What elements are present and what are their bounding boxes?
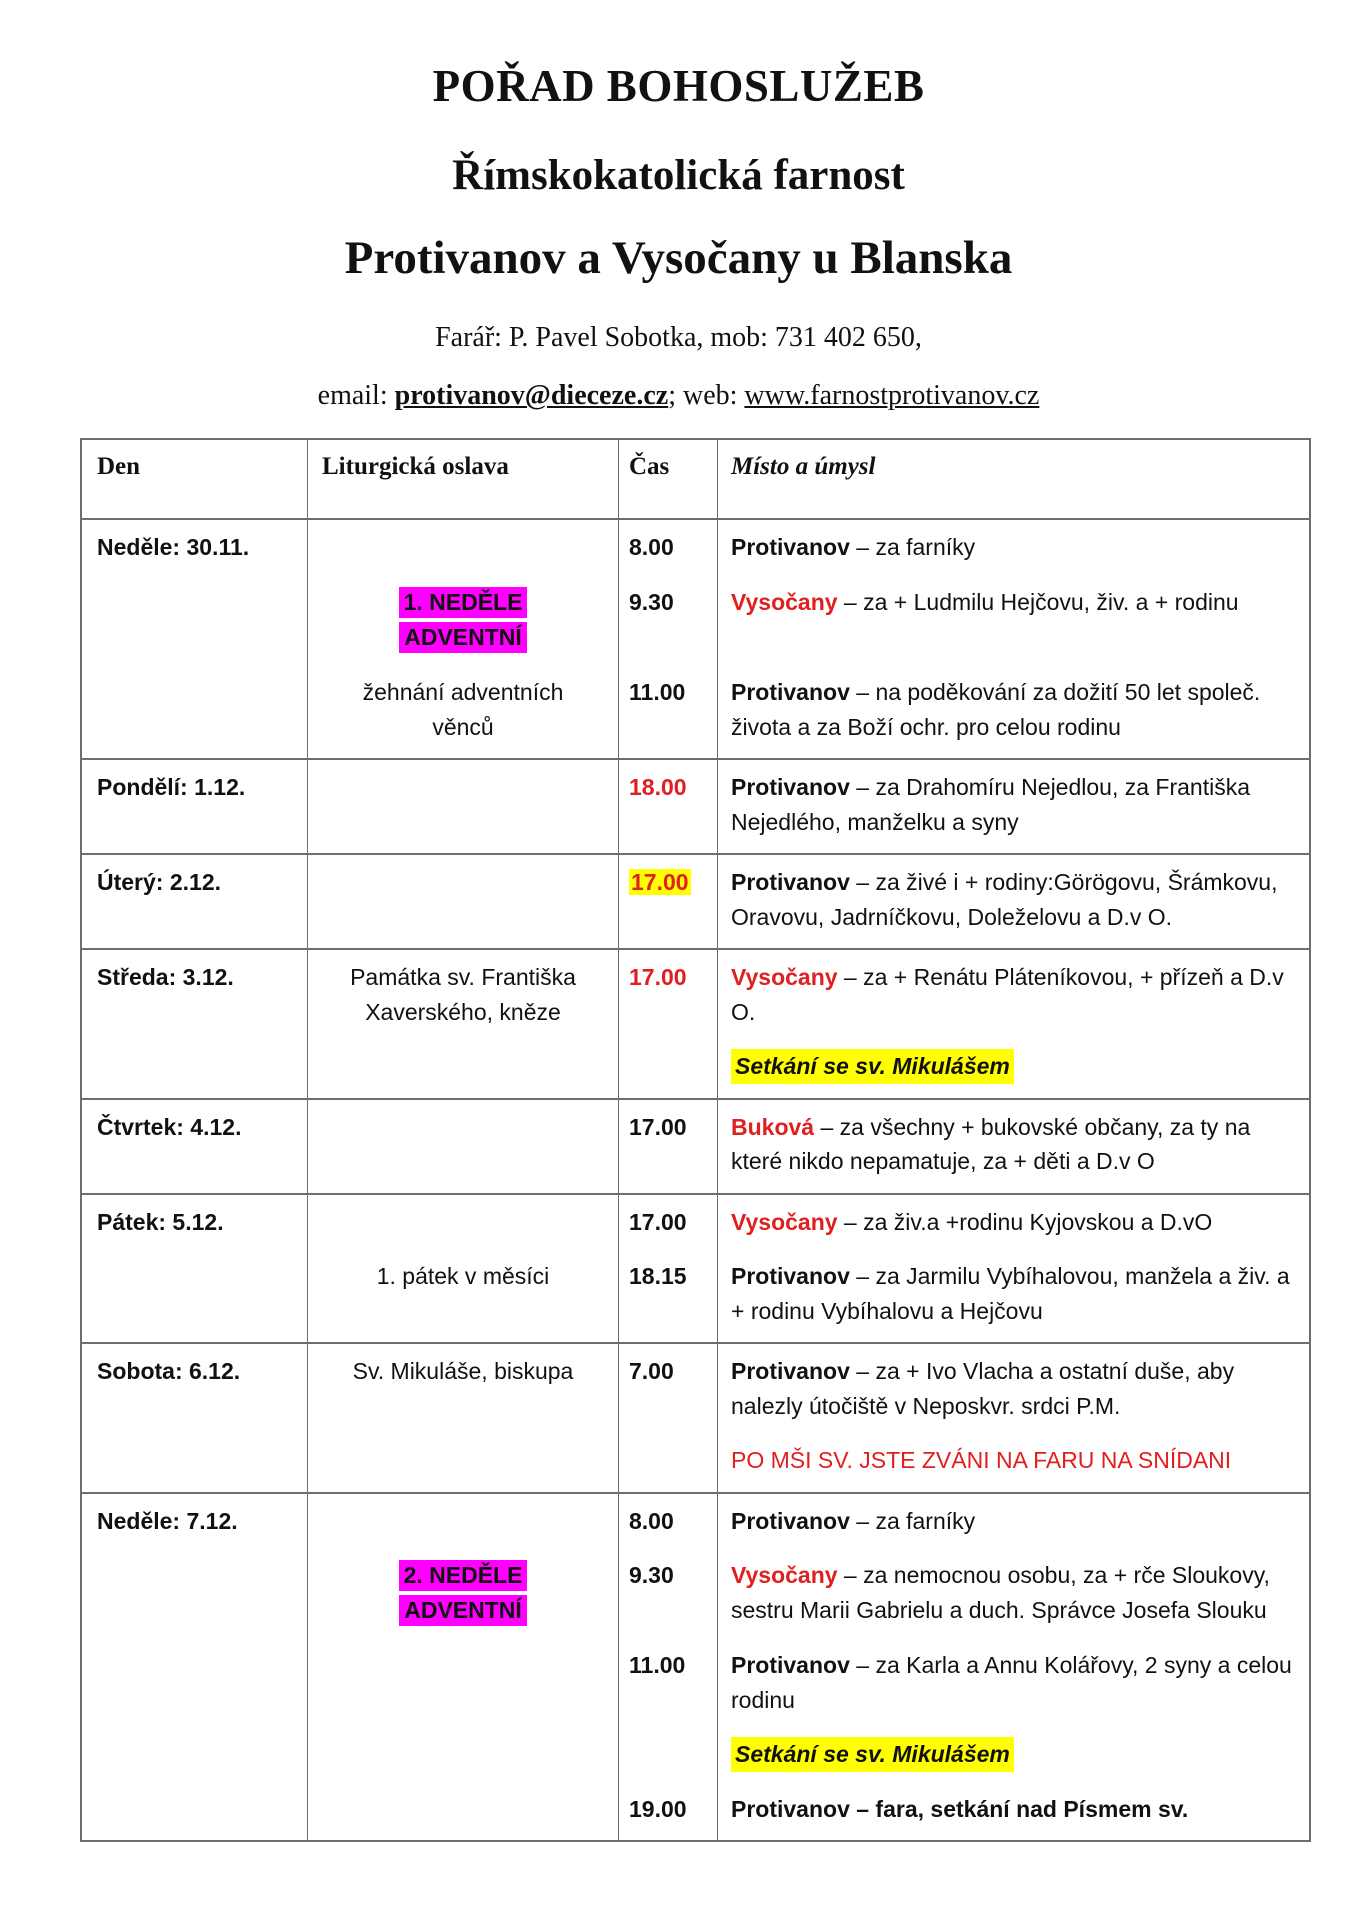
intention-text: – za Karla a Annu Kolářovy, 2 syny a celou rodinu [731,1652,1292,1713]
time-value: 9.30 [629,1562,674,1589]
liturgy-cell [307,1344,618,1443]
intention-cell [717,855,1309,948]
intention-cell [717,1494,1309,1559]
table-subrow [82,1648,1309,1737]
table-subrow [82,1195,1309,1260]
day-cell [82,1259,307,1342]
table-subrow [82,1792,1309,1841]
day-label: Neděle: 7.12. [97,1507,238,1534]
liturgy-line [316,620,610,655]
place-name: Protivanov [731,679,850,706]
note-highlight: Setkání se sv. Mikulášem [731,1049,1014,1084]
liturgy-text: žehnání adventních [362,679,564,706]
liturgy-cell [307,1100,618,1193]
table-row [82,853,1309,948]
liturgy-line [316,960,610,995]
column-header-den: Den [97,453,141,481]
email-label: email: [317,380,395,412]
liturgy-text: 1. pátek v měsíci [376,1263,550,1290]
intention-text: – za + Ivo Vlacha a ostatní duše, aby nalezly útočiště v Neposkvr. srdci P.M. [731,1358,1235,1419]
table-subrow [82,1737,1309,1792]
place-name: Protivanov [731,534,850,561]
table-subrow [82,1259,1309,1342]
intention-text: – za + Ludmilu Hejčovu, živ. a + rodinu [837,588,1239,615]
column-header-misto-a-umysl: Místo a úmysl [717,440,1309,518]
day-label: Úterý: 2.12. [97,869,222,896]
time-value: 11.00 [629,1652,686,1679]
day-cell [82,520,307,585]
time-cell [618,1344,717,1443]
time-value: 18.00 [629,774,687,801]
liturgy-line [316,710,610,745]
intention-cell [717,950,1309,1049]
intention-text: – za živé i + rodiny:Görögovu, Šrámkovu, Oravovu, Jadrníčkovu, Doleželovu a D.v O. [731,869,1278,930]
time-value: 9.30 [629,588,674,615]
place-name: Protivanov [731,1358,850,1385]
parish-subtitle: Římskokatolická farnost [452,151,905,199]
intention-cell [717,1648,1309,1737]
time-cell [618,1049,717,1098]
liturgy-cell [307,675,618,758]
day-cell [82,675,307,758]
place-name: Protivanov [731,1263,850,1290]
liturgy-cell [307,1259,618,1342]
day-cell [82,1049,307,1098]
intention-cell [717,1344,1309,1443]
table-subrow [82,1100,1309,1193]
contact-line [0,380,1357,412]
place-name: Vysočany [731,588,838,615]
liturgy-line [316,1558,610,1593]
table-subrow [82,1344,1309,1443]
liturgy-cell [307,950,618,1049]
liturgy-line [316,1259,610,1294]
intention-text: – na poděkování za dožití 50 let společ. života a za Boží ochr. pro celou rodinu [731,679,1261,740]
table-subrow [82,1049,1309,1098]
liturgy-text: Xaverského, kněze [365,998,561,1025]
table-row [82,1492,1309,1841]
place-name: Protivanov [731,869,850,896]
day-cell [82,1344,307,1443]
time-cell [618,1195,717,1260]
table-row [82,1193,1309,1343]
document-header [0,0,1357,412]
day-cell [82,1494,307,1559]
table-subrow [82,520,1309,585]
intention-text: – za živ.a +rodinu Kyjovskou a D.vO [837,1208,1213,1235]
time-cell [618,1443,717,1492]
table-subrow [82,1558,1309,1648]
day-cell [82,585,307,675]
intention-cell [717,1259,1309,1342]
table-subrow [82,1443,1309,1492]
liturgy-cell [307,520,618,585]
table-row [82,518,1309,758]
time-cell [618,1648,717,1737]
liturgy-text: ADVENTNÍ [399,1595,527,1626]
announcement-text: PO MŠI SV. JSTE ZVÁNI NA FARU NA SNÍDANI [731,1447,1232,1474]
intention-cell [717,585,1309,675]
web-label: ; web: [668,380,745,412]
time-value: 8.00 [629,1507,674,1534]
day-label: Čtvrtek: 4.12. [97,1113,242,1140]
schedule-table [80,438,1311,1842]
table-row [82,948,1309,1098]
table-header-row [82,440,1309,518]
table-subrow [82,950,1309,1049]
time-cell [618,520,717,585]
liturgy-cell [307,1648,618,1737]
intention-cell [717,1100,1309,1193]
time-cell [618,1737,717,1792]
time-cell [618,1558,717,1648]
liturgy-line [316,1593,610,1628]
place-name: Vysočany [731,964,838,991]
intention-cell [717,760,1309,853]
day-cell [82,1792,307,1841]
liturgy-line [316,675,610,710]
table-subrow [82,855,1309,948]
time-value: 8.00 [629,534,674,561]
time-cell [618,1494,717,1559]
liturgy-cell [307,855,618,948]
liturgy-cell [307,1737,618,1792]
liturgy-cell [307,1558,618,1648]
table-row [82,1342,1309,1492]
liturgy-text: Památka sv. Františka [350,964,576,991]
column-header-cas: Čas [618,440,717,518]
place-name: Vysočany [731,1208,838,1235]
time-value: 19.00 [629,1795,687,1822]
time-value: 11.00 [629,679,686,706]
time-value: 7.00 [629,1358,674,1385]
liturgy-line [316,585,610,620]
intention-text: – za všechny + bukovské občany, za ty na které nikdo nepamatuje, za + děti a D.v O [731,1113,1251,1175]
intention-text: – za Jarmilu Vybíhalovou, manžela a živ. a + rodinu Vybíhalovu a Hejčovu [731,1263,1290,1324]
table-row [82,1098,1309,1193]
liturgy-cell [307,1494,618,1559]
table-subrow [82,585,1309,675]
time-value: 17.00 [629,964,687,991]
liturgy-text: 2. NEDĚLE [399,1560,528,1591]
column-header-liturgicka-oslava: Liturgická oslava [307,440,618,518]
intention-text: – za nemocnou osobu, za + rče Sloukovy, sestru Marii Gabrielu a duch. Správce Josefa Slouku [731,1562,1270,1623]
liturgy-cell [307,1443,618,1492]
table-subrow [82,760,1309,853]
time-cell [618,675,717,758]
day-cell [82,950,307,1049]
intention-cell [717,1792,1309,1841]
day-cell [82,1558,307,1648]
place-name: Protivanov – fara, setkání nad Písmem sv. [731,1795,1189,1822]
time-value: 17.00 [629,1208,687,1235]
page-title: POŘAD BOHOSLUŽEB [432,61,925,111]
liturgy-cell [307,1195,618,1260]
liturgy-cell [307,585,618,675]
place-name: Protivanov [731,774,850,801]
time-value: 18.15 [629,1263,687,1290]
liturgy-line [316,1354,610,1389]
day-label: Středa: 3.12. [97,964,234,991]
table-subrow [82,675,1309,758]
liturgy-line [316,995,610,1030]
web-link[interactable]: www.farnostprotivanov.cz [744,380,1040,412]
day-label: Sobota: 6.12. [97,1358,241,1385]
time-cell [618,585,717,675]
liturgy-text: Sv. Mikuláše, biskupa [352,1358,574,1385]
time-cell [618,1100,717,1193]
liturgy-text: 1. NEDĚLE [399,587,528,618]
place-name: Protivanov [731,1507,850,1534]
table-row [82,758,1309,853]
liturgy-cell [307,1049,618,1098]
time-cell [618,1792,717,1841]
liturgy-text: věnců [432,713,494,740]
day-label: Pátek: 5.12. [97,1208,224,1235]
intention-cell [717,1558,1309,1648]
time-cell [618,760,717,853]
priest-contact-line: Farář: P. Pavel Sobotka, mob: 731 402 650, [435,322,922,354]
day-cell [82,855,307,948]
intention-cell [717,1737,1309,1792]
intention-text: – za Drahomíru Nejedlou, za Františka Nejedlého, manželku a syny [731,774,1250,835]
note-highlight: Setkání se sv. Mikulášem [731,1737,1014,1772]
liturgy-text: ADVENTNÍ [399,622,527,653]
time-cell [618,950,717,1049]
liturgy-cell [307,760,618,853]
day-cell [82,1195,307,1260]
intention-text: – za farníky [849,1507,976,1534]
day-label: Neděle: 30.11. [97,534,250,561]
liturgy-cell [307,1792,618,1841]
time-value: 17.00 [629,1113,687,1140]
email-link[interactable]: protivanov@dieceze.cz [394,380,669,412]
day-label: Pondělí: 1.12. [97,774,246,801]
parish-name: Protivanov a Vysočany u Blanska [344,231,1013,284]
intention-cell [717,1195,1309,1260]
day-cell [82,1648,307,1737]
place-name: Vysočany [731,1562,838,1589]
time-cell [618,1259,717,1342]
place-name: Protivanov [731,1652,850,1679]
table-subrow [82,1494,1309,1559]
intention-cell [717,1443,1309,1492]
time-cell [618,855,717,948]
table-body [82,518,1309,1840]
day-cell [82,1737,307,1792]
intention-cell [717,1049,1309,1098]
intention-cell [717,675,1309,758]
intention-cell [717,520,1309,585]
day-cell [82,1100,307,1193]
day-cell [82,1443,307,1492]
time-value: 17.00 [631,869,689,896]
place-name: Buková [731,1113,815,1140]
intention-text: – za farníky [849,534,976,561]
day-cell [82,760,307,853]
intention-text: – za + Renátu Pláteníkovou, + přízeň a D.v O. [731,964,1284,1025]
